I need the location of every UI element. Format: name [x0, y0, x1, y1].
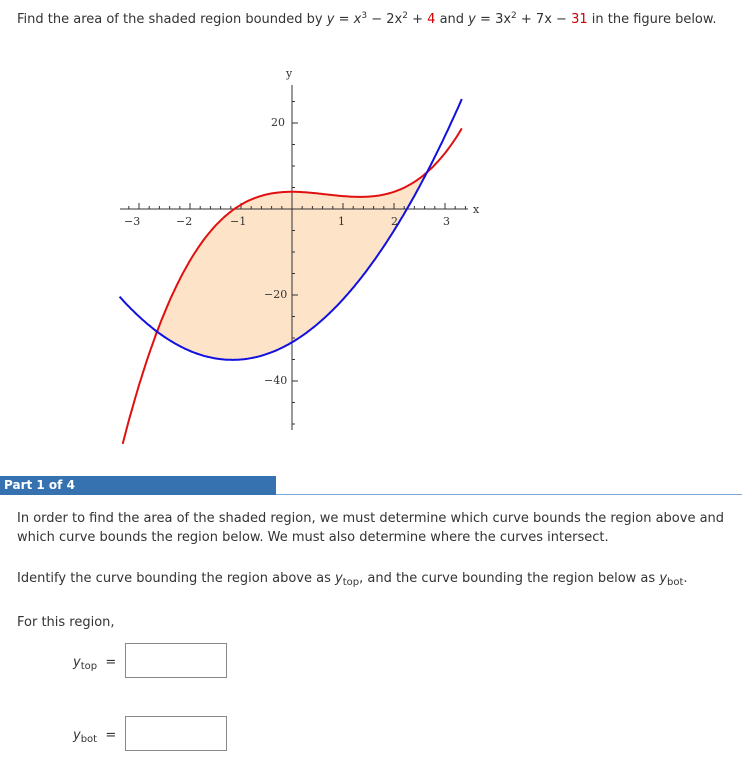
- y-tick-label: 20: [271, 116, 285, 129]
- instructions-intro: In order to find the area of the shaded region, we must determine which curve bounds the region above and which curve bounds the region below. We must also determine where the curves intersect.: [17, 511, 725, 545]
- x-tick-label: −1: [230, 215, 247, 228]
- y-bot-input[interactable]: [125, 716, 227, 751]
- x-axis-label: x: [473, 203, 480, 216]
- problem-statement: Find the area of the shaded region bounded by $y = x^3 - 2x^2 + 4$ and $y = 3x^2 + 7x - 31$ in the figure below.: [17, 11, 717, 27]
- for-region-label: For this region,: [17, 615, 115, 630]
- y-axis-label: y: [286, 67, 293, 80]
- y-top-label: $y_{top}$ =: [73, 655, 117, 672]
- x-tick-label: 2: [391, 215, 398, 228]
- part-divider: [276, 494, 742, 495]
- y-top-input[interactable]: [125, 643, 227, 678]
- y-bot-label: $y_{bot}$ =: [73, 728, 117, 745]
- part-header: [0, 476, 276, 495]
- y-tick-label: −40: [264, 374, 288, 387]
- x-tick-label: 1: [338, 215, 345, 228]
- identify-instruction: Identify the curve bounding the region above as $y_{top}$, and the curve bounding the region below as $y_{bot}$.: [17, 571, 688, 588]
- x-tick-label: −3: [124, 215, 141, 228]
- x-tick-label: −2: [176, 215, 193, 228]
- part-label: Part 1 of 4: [4, 478, 75, 492]
- y-tick-label: −20: [264, 288, 288, 301]
- x-tick-label: 3: [443, 215, 450, 228]
